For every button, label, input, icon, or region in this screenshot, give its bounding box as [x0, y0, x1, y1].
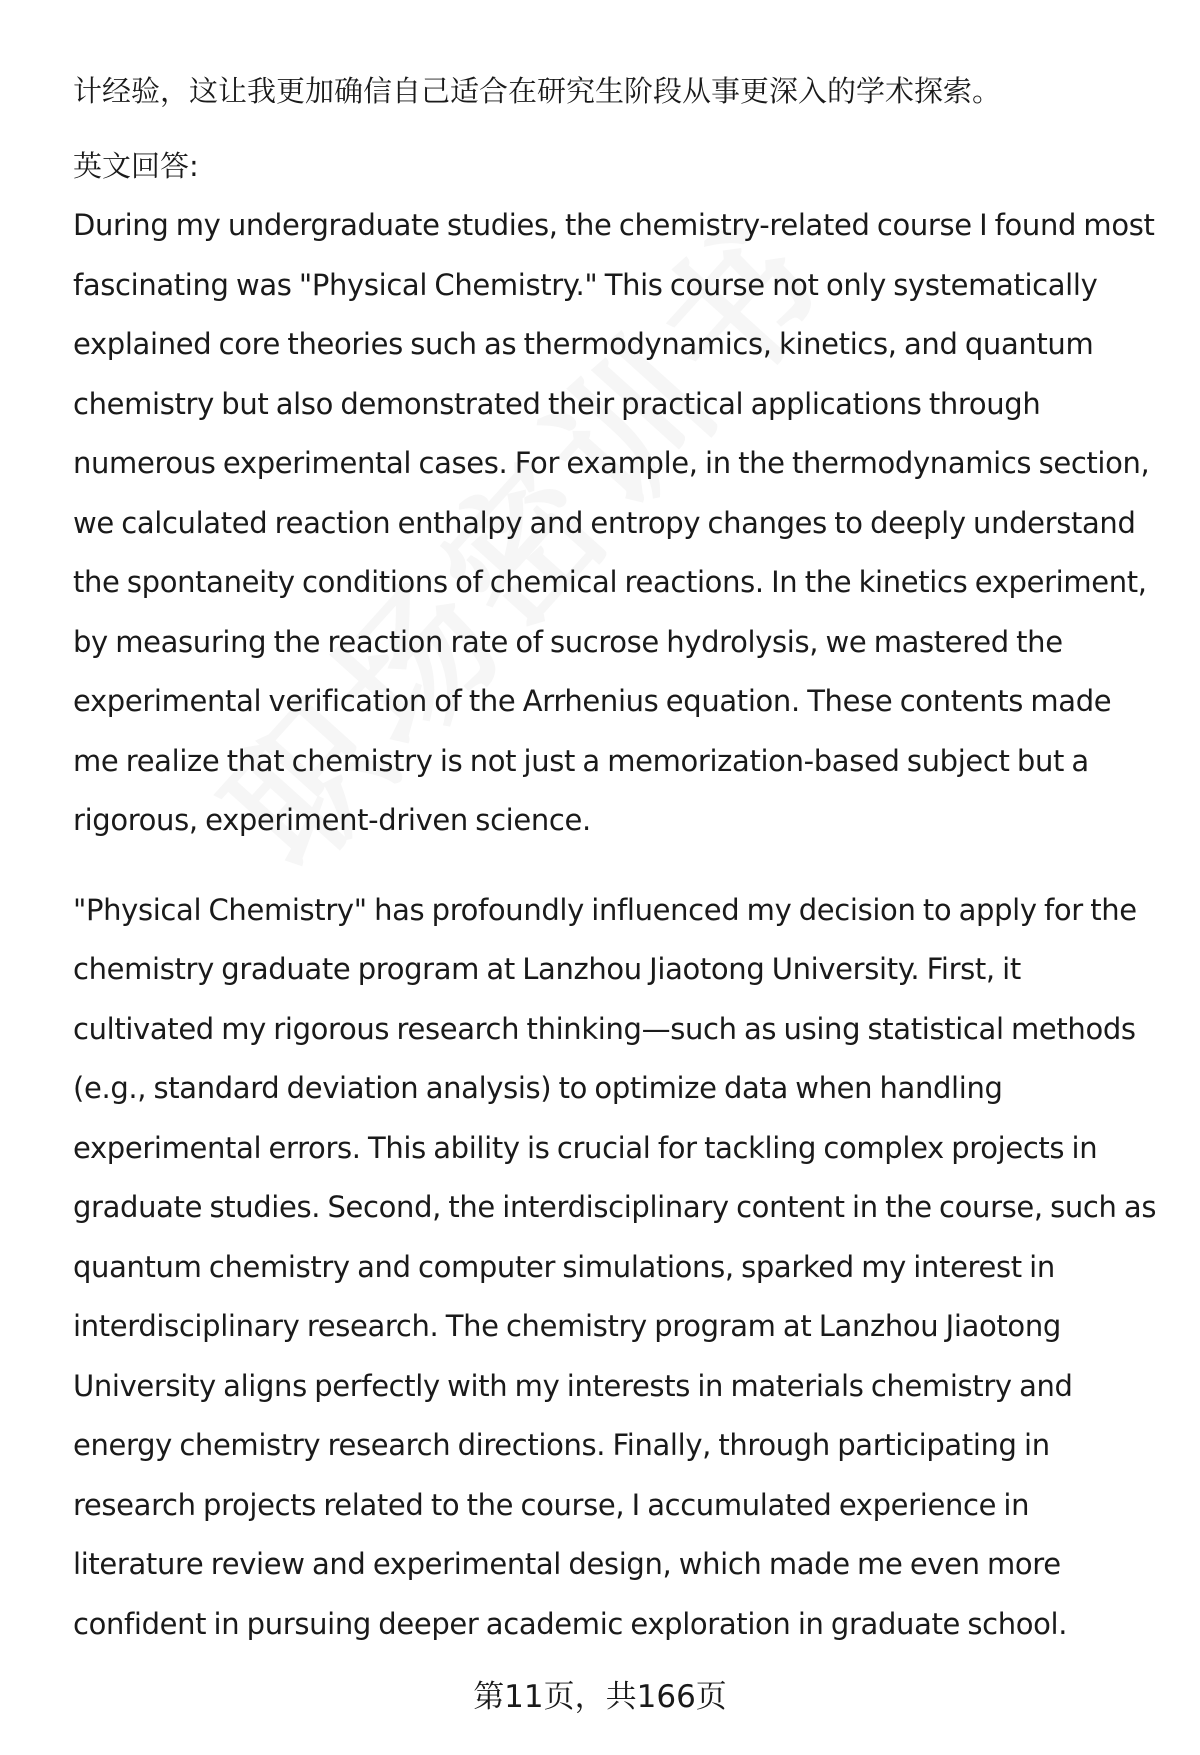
page-number: 第11页，共166页: [473, 1679, 727, 1715]
continuation-text: 计经验，这让我更加确信自己适合在研究生阶段从事更深入的学术探索。: [73, 74, 1002, 108]
page-footer: [0, 1677, 1200, 1717]
english-answer-heading: 英文回答:: [73, 148, 199, 183]
paragraph-1: During my undergraduate studies, the chemistry-related course I found most fascinating was "Physical Chemistry." This course not only systematically explained core theories such as thermodynamics, kinetics, and quantum chemistry but also demonstrated their practical applications through numerous experimental cases. For example, in the thermodynamics section, we calculated reaction enthalpy and entropy changes to deeply understand the spontaneity conditions of chemical reactions. In the kinetics experiment, by measuring the reaction rate of sucrose hydrolysis, we mastered the experimental verification of the Arrhenius equation. These contents made me realize that chemistry is not just a memorization-based subject but a rigorous, experiment-driven science.: [73, 208, 1155, 837]
page-content: [73, 62, 1163, 1654]
paragraph-2: "Physical Chemistry" has profoundly influenced my decision to apply for the chemistry graduate program at Lanzhou Jiaotong University. First, it cultivated my rigorous research thinking—such as using statistical methods (e.g., standard deviation analysis) to optimize data when handling experimental errors. This ability is crucial for tackling complex projects in graduate studies. Second, the interdisciplinary content in the course, such as quantum chemistry and computer simulations, sparked my interest in interdisciplinary research. The chemistry program at Lanzhou Jiaotong University aligns perfectly with my interests in materials chemistry and energy chemistry research directions. Finally, through participating in research projects related to the course, I accumulated experience in literature review and experimental design, which made me even more confident in pursuing deeper academic exploration in graduate school.: [73, 892, 1157, 1641]
